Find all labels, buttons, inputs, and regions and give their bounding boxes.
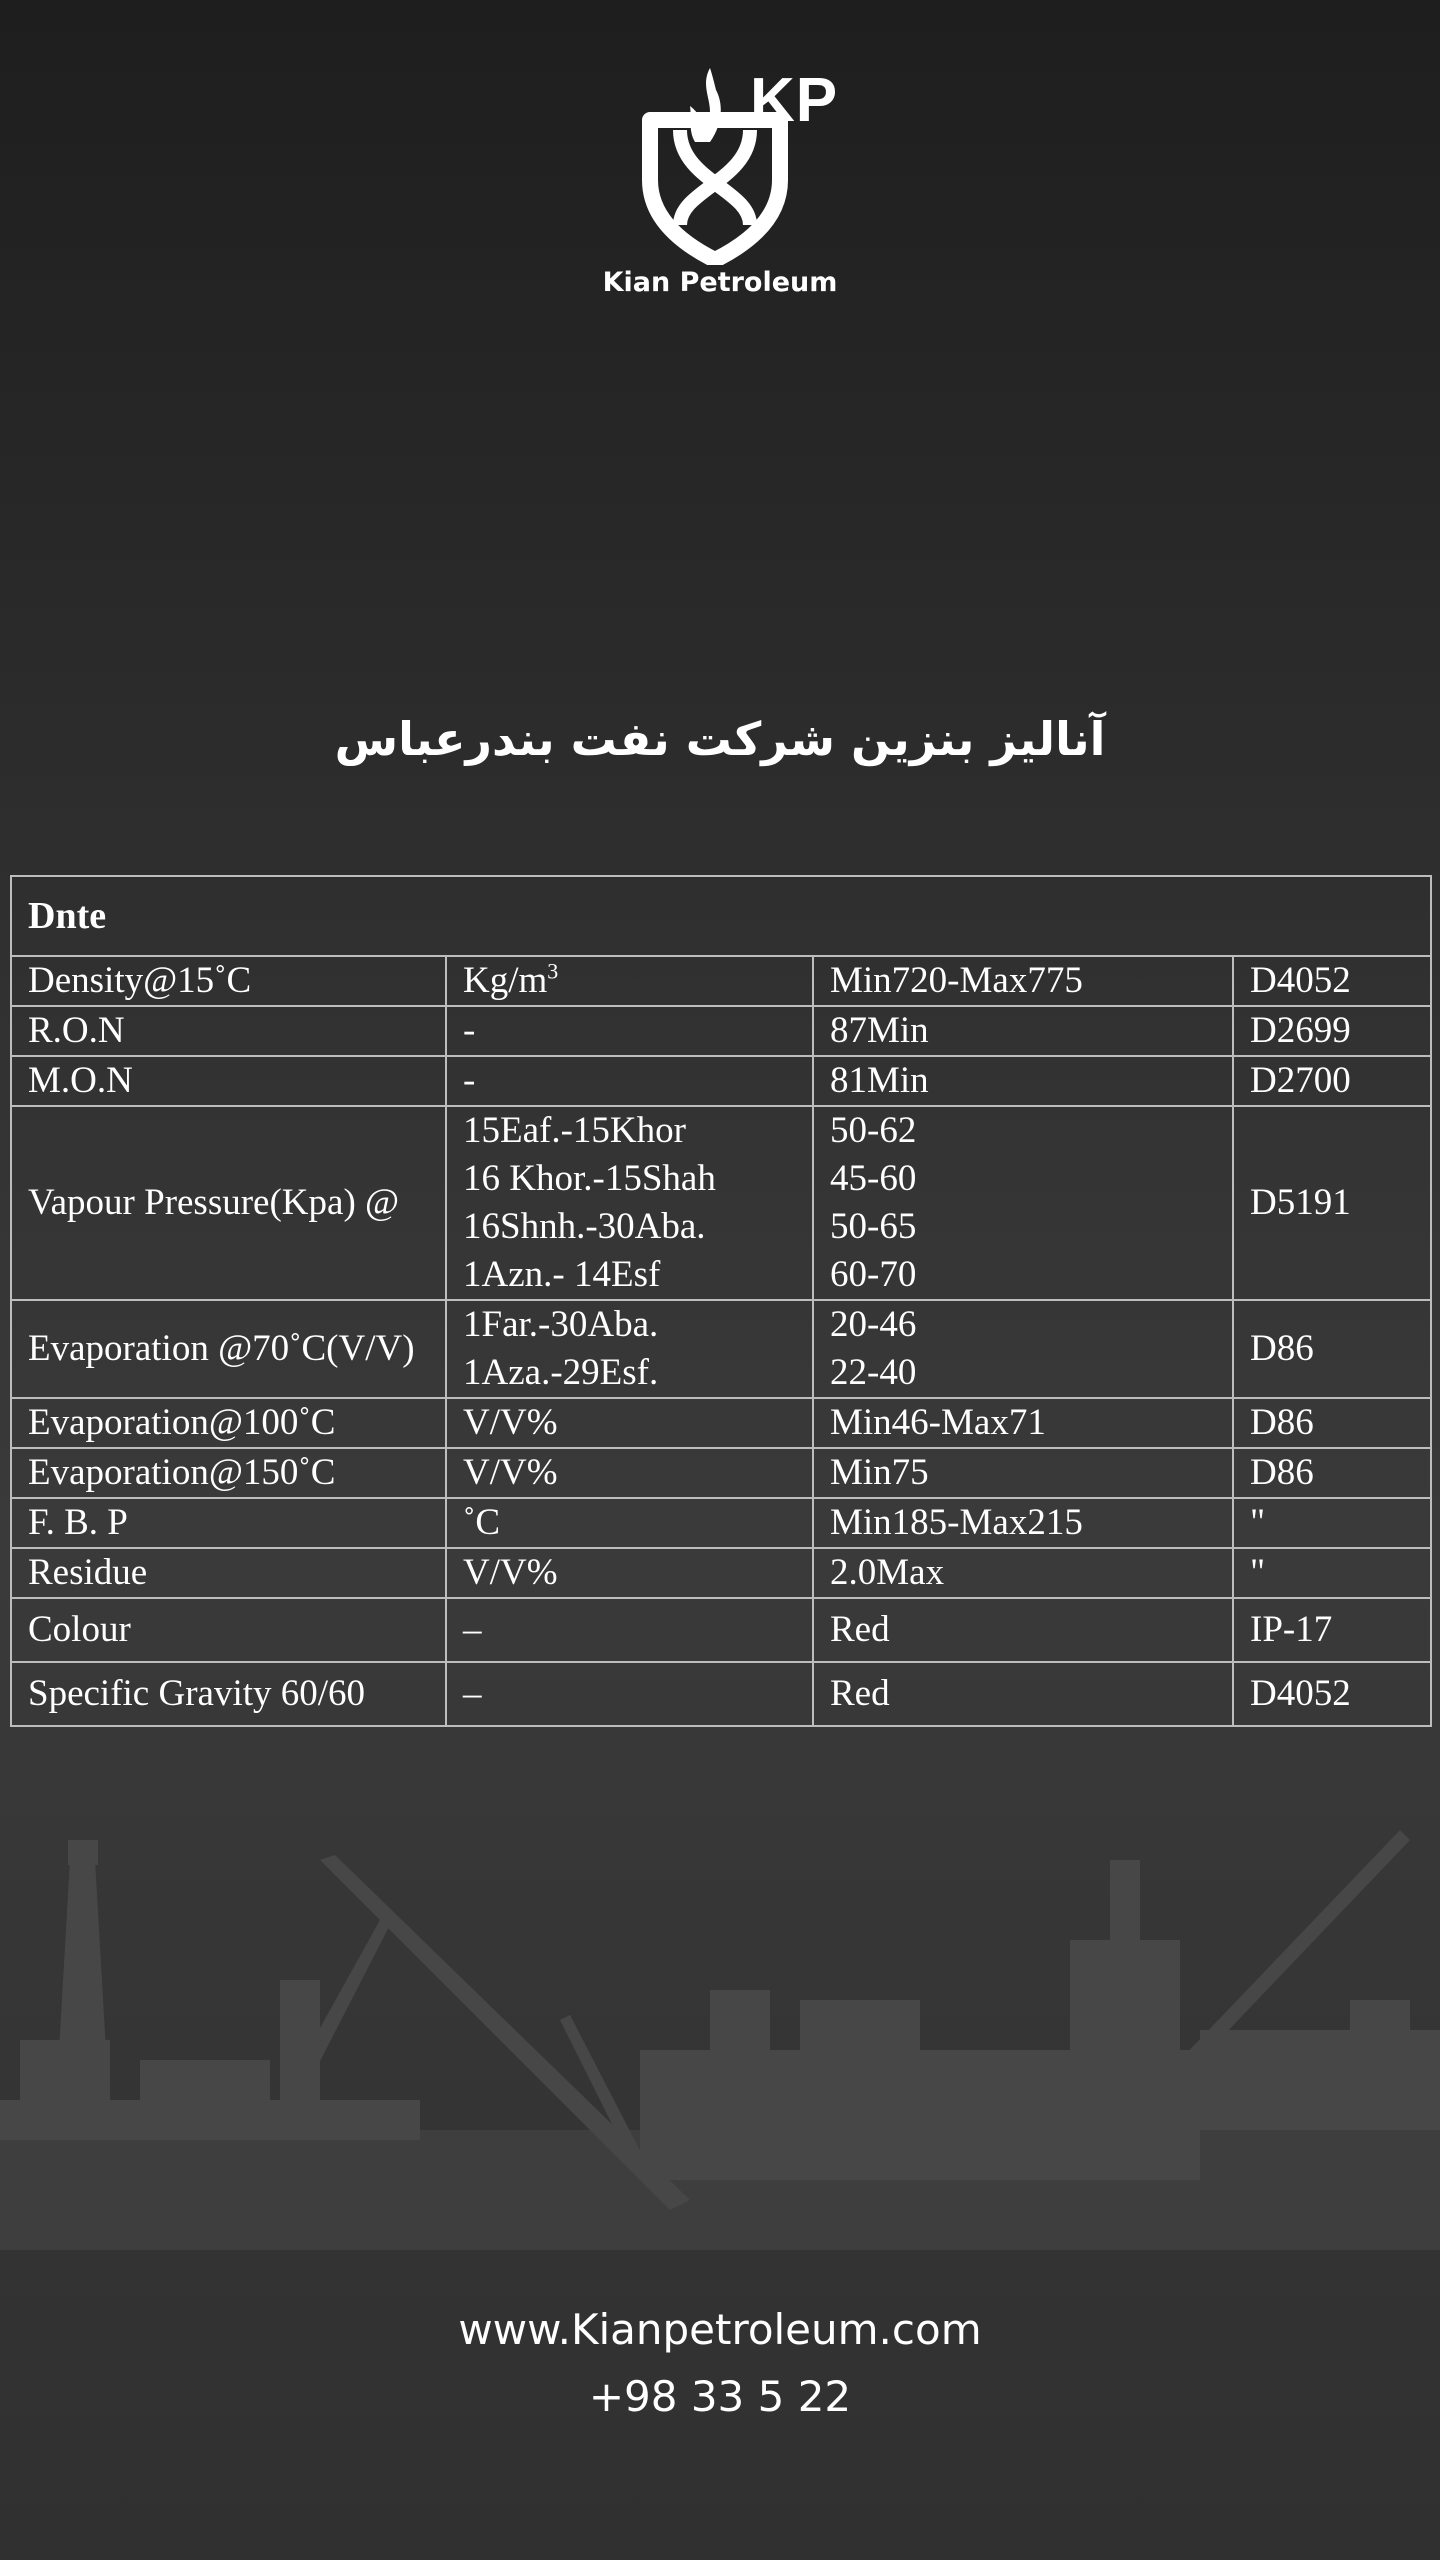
param-unit: 15Eaf.-15Khor 16 Khor.-15Shah 16Shnh.-30Aba. 1Azn.- 14Esf — [446, 1106, 813, 1300]
param-name: Evaporation@100˚C — [11, 1398, 446, 1448]
website-link[interactable]: www.Kianpetroleum.com — [458, 2305, 982, 2354]
company-logo — [560, 55, 880, 315]
param-name: Evaporation@150˚C — [11, 1448, 446, 1498]
param-value: 81Min — [813, 1056, 1233, 1106]
table-row — [11, 1498, 1431, 1548]
param-name: R.O.N — [11, 1006, 446, 1056]
param-unit: – — [446, 1598, 813, 1662]
table-row — [11, 1662, 1431, 1726]
table-row — [11, 1548, 1431, 1598]
param-name: M.O.N — [11, 1056, 446, 1106]
table-row — [11, 1398, 1431, 1448]
param-value: Min75 — [813, 1448, 1233, 1498]
param-value: 2.0Max — [813, 1548, 1233, 1598]
param-name: Density@15˚C — [11, 956, 446, 1006]
param-name: F. B. P — [11, 1498, 446, 1548]
unit-superscript: 3 — [547, 958, 559, 984]
param-value: Min46-Max71 — [813, 1398, 1233, 1448]
param-value: Red — [813, 1598, 1233, 1662]
param-unit: V/V% — [446, 1548, 813, 1598]
param-method: D4052 — [1233, 1662, 1431, 1726]
table-row — [11, 1448, 1431, 1498]
param-method: D5191 — [1233, 1106, 1431, 1300]
param-method: D4052 — [1233, 956, 1431, 1006]
table-row — [11, 956, 1431, 1006]
table-header-row — [11, 876, 1431, 956]
param-unit: V/V% — [446, 1398, 813, 1448]
param-unit: $Kg/m^3$ — [446, 956, 813, 1006]
param-method: D2699 — [1233, 1006, 1431, 1056]
param-method: D86 — [1233, 1398, 1431, 1448]
table-row — [11, 1106, 1431, 1300]
param-value: 87Min — [813, 1006, 1233, 1056]
table-row — [11, 1598, 1431, 1662]
param-name: Residue — [11, 1548, 446, 1598]
param-method: D86 — [1233, 1300, 1431, 1398]
oil-rig-silhouette-image — [0, 1800, 1440, 2280]
spec-table — [10, 875, 1432, 1727]
param-unit: ˚C — [446, 1498, 813, 1548]
phone-number: +98 33 5 22 — [588, 2372, 852, 2421]
table-row — [11, 1300, 1431, 1398]
param-unit: V/V% — [446, 1448, 813, 1498]
param-value: Min720-Max775 — [813, 956, 1233, 1006]
param-method: " — [1233, 1548, 1431, 1598]
param-method: " — [1233, 1498, 1431, 1548]
param-method: IP-17 — [1233, 1598, 1431, 1662]
logo-initials: KP — [750, 66, 839, 135]
param-name: Evaporation @70˚C(V/V) — [11, 1300, 446, 1398]
page-title: آنالیز بنزین شرکت نفت بندرعباس — [334, 712, 1106, 766]
param-name: Specific Gravity 60/60 — [11, 1662, 446, 1726]
param-unit: 1Far.-30Aba. 1Aza.-29Esf. — [446, 1300, 813, 1398]
company-name: Kian Petroleum — [602, 267, 838, 298]
param-unit: – — [446, 1662, 813, 1726]
param-value: 20-46 22-40 — [813, 1300, 1233, 1398]
param-value: Min185-Max215 — [813, 1498, 1233, 1548]
param-name: Colour — [11, 1598, 446, 1662]
param-value: Red — [813, 1662, 1233, 1726]
param-name: Vapour Pressure(Kpa) @ — [11, 1106, 446, 1300]
param-method: D2700 — [1233, 1056, 1431, 1106]
table-header: Dnte — [11, 876, 1431, 956]
table-row — [11, 1006, 1431, 1056]
param-unit: - — [446, 1006, 813, 1056]
param-unit: - — [446, 1056, 813, 1106]
param-method: D86 — [1233, 1448, 1431, 1498]
table-row — [11, 1056, 1431, 1106]
param-value: 50-62 45-60 50-65 60-70 — [813, 1106, 1233, 1300]
